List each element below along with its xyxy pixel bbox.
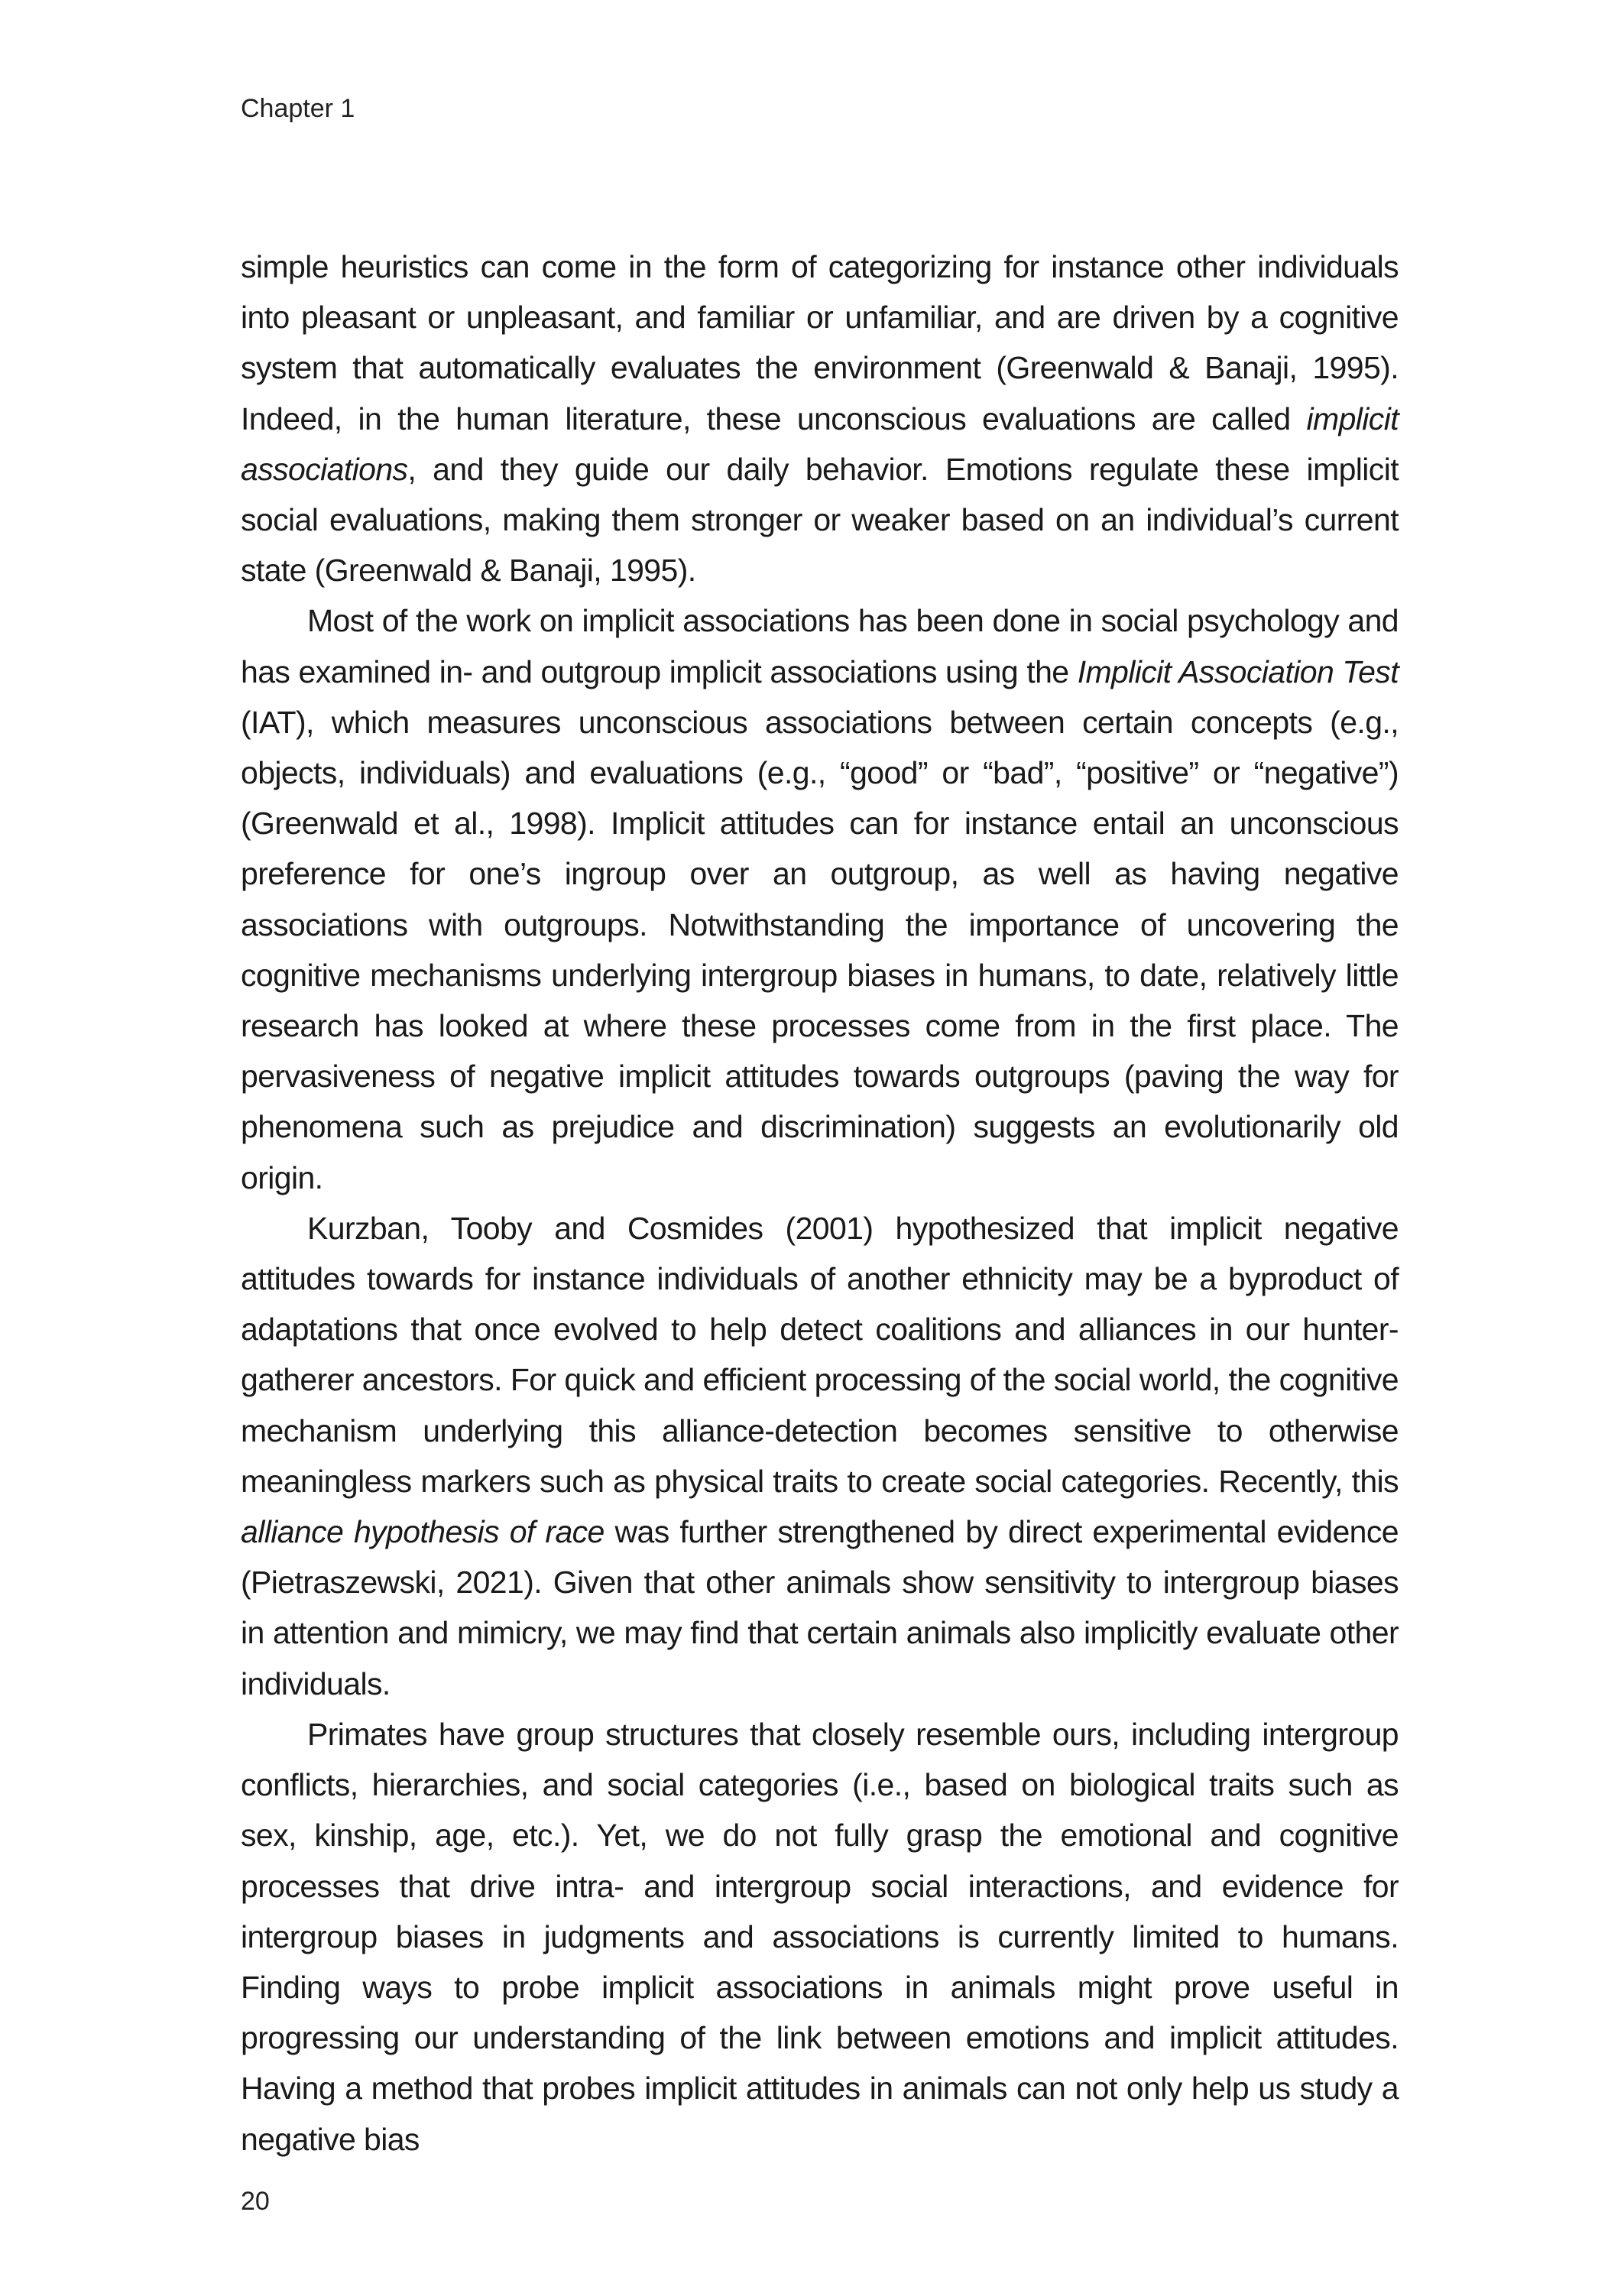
paragraph-3-text-2: was further strengthened by direct experimental evidence (Pietraszewski, 2021). Given that other animals show sensitivity to intergroup biases in attention and mimicry, we may find that certain animals also implicitly evaluate other individuals. bbox=[241, 1514, 1399, 1701]
paragraph-2-text-1: Most of the work on implicit associations has been done in social psychology and has examined in- and outgroup implicit associations using the bbox=[241, 603, 1399, 689]
paragraph-4 bbox=[241, 1709, 1399, 2165]
paragraph-3 bbox=[241, 1203, 1399, 1709]
page-number: 20 bbox=[241, 2187, 270, 2216]
paragraph-1 bbox=[241, 242, 1399, 595]
paragraph-1-text-2: , and they guide our daily behavior. Emotions regulate these implicit social evaluations, making them stronger or weaker based on an individual’s current state (Greenwald & Banaji, 1995). bbox=[241, 451, 1399, 589]
body-text bbox=[241, 242, 1399, 2165]
paragraph-3-italic-term: alliance hypothesis of race bbox=[241, 1514, 605, 1550]
paragraph-2-italic-term: Implicit Association Test bbox=[1077, 654, 1399, 689]
paragraph-3-text-1: Kurzban, Tooby and Cosmides (2001) hypothesized that implicit negative attitudes towards for instance individuals of another ethnicity may be a byproduct of adaptations that once evolved to help detect coalitions and alliances in our hunter-gatherer ancestors. For quick and efficient processing of the social world, the cognitive mechanism underlying this alliance-detection becomes sensitive to otherwise meaningless markers such as physical traits to create social categories. Recently, this bbox=[241, 1210, 1399, 1499]
paragraph-2-text-2: (IAT), which measures unconscious associations between certain concepts (e.g., objects, individuals) and evaluations (e.g., “good” or “bad”, “positive” or “negative”) (Greenwald et al., 1998). Implicit attitudes can for instance entail an unconscious preference for one’s ingroup over an outgroup, as well as having negative associations with outgroups. Notwithstanding the importance of uncovering the cognitive mechanisms underlying intergroup biases in humans, to date, relatively little research has looked at where these processes come from in the first place. The pervasiveness of negative implicit attitudes towards outgroups (paving the way for phenomena such as prejudice and discrimination) suggests an evolutionarily old origin. bbox=[241, 704, 1399, 1195]
paragraph-1-text-1: simple heuristics can come in the form of categorizing for instance other individuals into pleasant or unpleasant, and familiar or unfamiliar, and are driven by a cognitive system that automatically evaluates the environment (Greenwald & Banaji, 1995). Indeed, in the human literature, these unconscious evaluations are called bbox=[241, 249, 1399, 436]
paragraph-1-italic-term: implicit associations bbox=[241, 401, 1399, 487]
paragraph-2 bbox=[241, 595, 1399, 1202]
running-head: Chapter 1 bbox=[241, 94, 355, 123]
paragraph-4-text-1: Primates have group structures that closely resemble ours, including intergroup conflicts, hierarchies, and social categories (i.e., based on biological traits such as sex, kinship, age, etc.). Yet, we do not fully grasp the emotional and cognitive processes that drive intra- and intergroup social interactions, and evidence for intergroup biases in judgments and associations is currently limited to humans. Finding ways to probe implicit associations in animals might prove useful in progressing our understanding of the link between emotions and implicit attitudes. Having a method that probes implicit attitudes in animals can not only help us study a negative bias bbox=[241, 1716, 1399, 2157]
